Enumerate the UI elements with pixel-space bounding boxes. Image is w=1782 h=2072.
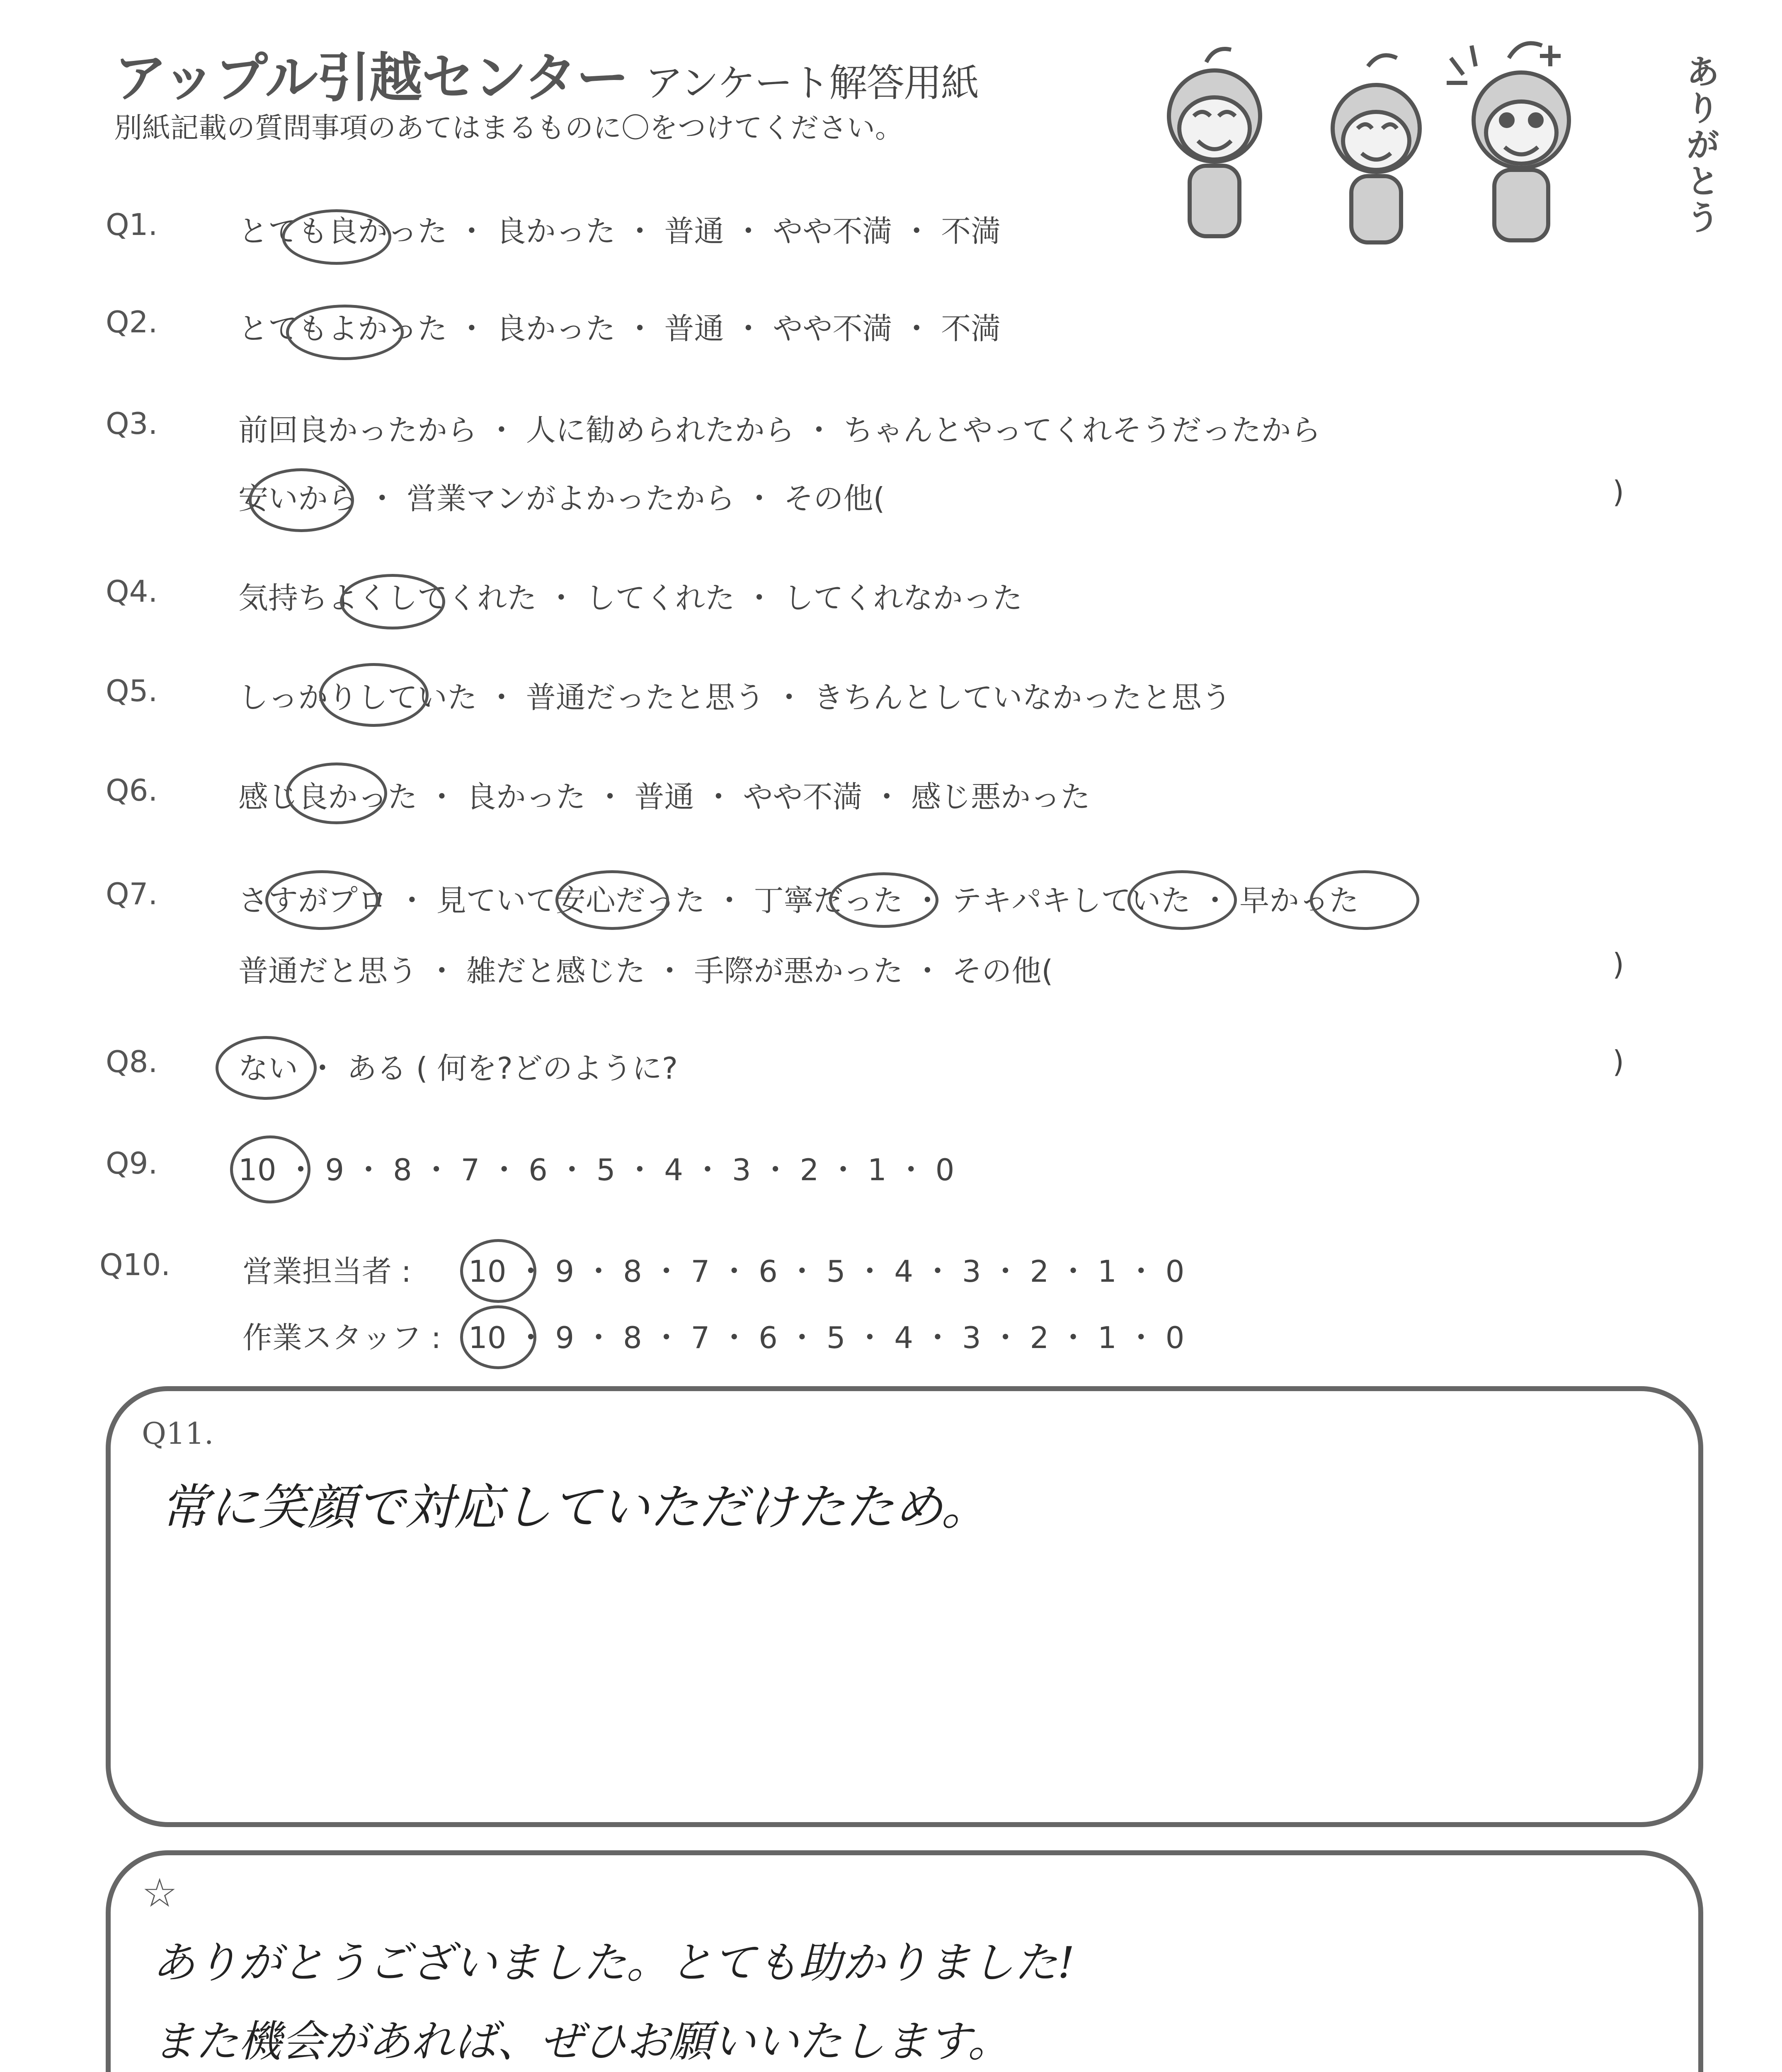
monkey-mascots-icon [1132, 29, 1724, 269]
question-options: 前回良かったから ・ 人に勧められたから ・ ちゃんとやってくれそうだったから [238, 413, 1321, 448]
answer-circle-q8 [216, 1036, 317, 1100]
question-number: Q10. [99, 1247, 171, 1282]
question-number: Q1. [106, 207, 158, 242]
answer-circle-q4 [340, 574, 445, 629]
question-options: とても良かった ・ 良かった ・ 普通 ・ やや不満 ・ 不満 [238, 214, 1001, 249]
answer-circle-q7-d [1127, 870, 1237, 930]
question-options: 気持ちよくしてくれた ・ してくれた ・ してくれなかった [238, 581, 1023, 615]
question-number: Q6. [106, 773, 158, 808]
comments-box [106, 1850, 1703, 2072]
question-options: 安いから ・ 営業マンがよかったから ・ その他( [238, 481, 885, 516]
answer-circle-q7-a [265, 870, 379, 930]
question-options: 10 ・ 9 ・ 8 ・ 7 ・ 6 ・ 5 ・ 4 ・ 3 ・ 2 ・ 1 ・ 0 [238, 1152, 955, 1187]
comment-line: ありがとうございました。とても助かりました! [152, 1937, 1075, 1988]
question-options: とてもよかった ・ 良かった ・ 普通 ・ やや不満 ・ 不満 [238, 311, 1001, 346]
question-number: Q9. [106, 1146, 158, 1181]
answer-circle-q7-c [829, 872, 938, 928]
answer-circle-q6 [286, 762, 387, 824]
answer-circle-q5 [319, 663, 429, 727]
answer-circle-q9 [230, 1135, 310, 1203]
comment-line: また機会があれば、ぜひお願いいたします。 [152, 2016, 1011, 2067]
question-options: 普通だと思う ・ 雑だと感じた ・ 手際が悪かった ・ その他( [238, 954, 1053, 988]
sales-rating-scale: 10 ・ 9 ・ 8 ・ 7 ・ 6 ・ 5 ・ 4 ・ 3 ・ 2 ・ 1 ・ 0 [468, 1254, 1185, 1289]
answer-circle-q7-b [555, 870, 669, 930]
paren-close: ) [1612, 474, 1624, 509]
question-options: 感じ良かった ・ 良かった ・ 普通 ・ やや不満 ・ 感じ悪かった [238, 779, 1091, 814]
question-number: Q4. [106, 574, 158, 609]
question-number: Q3. [106, 406, 158, 441]
staff-rating-label: 作業スタッフ : [242, 1320, 441, 1355]
instruction-text: 別紙記載の質問事項のあてはまるものに〇をつけてください。 [114, 112, 904, 145]
question-number: Q8. [106, 1044, 158, 1079]
form-subtitle: アンケート解答用紙 [645, 61, 979, 105]
question-options: さすがプロ ・ 見ていて安心だった ・ 丁寧だった ・ テキパキしていた ・ 早かった [238, 883, 1359, 918]
q11-answer: 常に笑顔で対応していただけたため。 [160, 1479, 990, 1536]
question-options: ない ・ ある ( 何を?どのように? [238, 1051, 678, 1086]
q11-box [106, 1386, 1703, 1827]
answer-circle-q1 [282, 209, 391, 265]
staff-rating-scale: 10 ・ 9 ・ 8 ・ 7 ・ 6 ・ 5 ・ 4 ・ 3 ・ 2 ・ 1 ・ 0 [468, 1320, 1185, 1355]
answer-circle-q2 [286, 305, 404, 360]
answer-circle-q3 [249, 468, 354, 532]
question-number: Q2. [106, 305, 158, 339]
question-number: Q7. [106, 876, 158, 911]
answer-circle-q10-sales [460, 1239, 536, 1303]
answer-circle-q7-e [1310, 870, 1419, 930]
sales-rating-label: 営業担当者 : [242, 1254, 412, 1289]
answer-circle-q10-staff [460, 1305, 536, 1369]
form-title [114, 35, 978, 111]
question-number: Q5. [106, 673, 158, 708]
paren-close: ) [1612, 1044, 1624, 1079]
star-icon: ☆ [142, 1870, 178, 1916]
question-options: しっかりしていた ・ 普通だったと思う ・ きちんとしていなかったと思う [238, 680, 1232, 715]
q11-label: Q11. [142, 1416, 214, 1451]
company-name: アップル引越センター [114, 47, 628, 109]
mascot-caption: ありがとう [1680, 54, 1720, 236]
mascot-illustration [1132, 29, 1724, 269]
paren-close: ) [1612, 947, 1624, 982]
